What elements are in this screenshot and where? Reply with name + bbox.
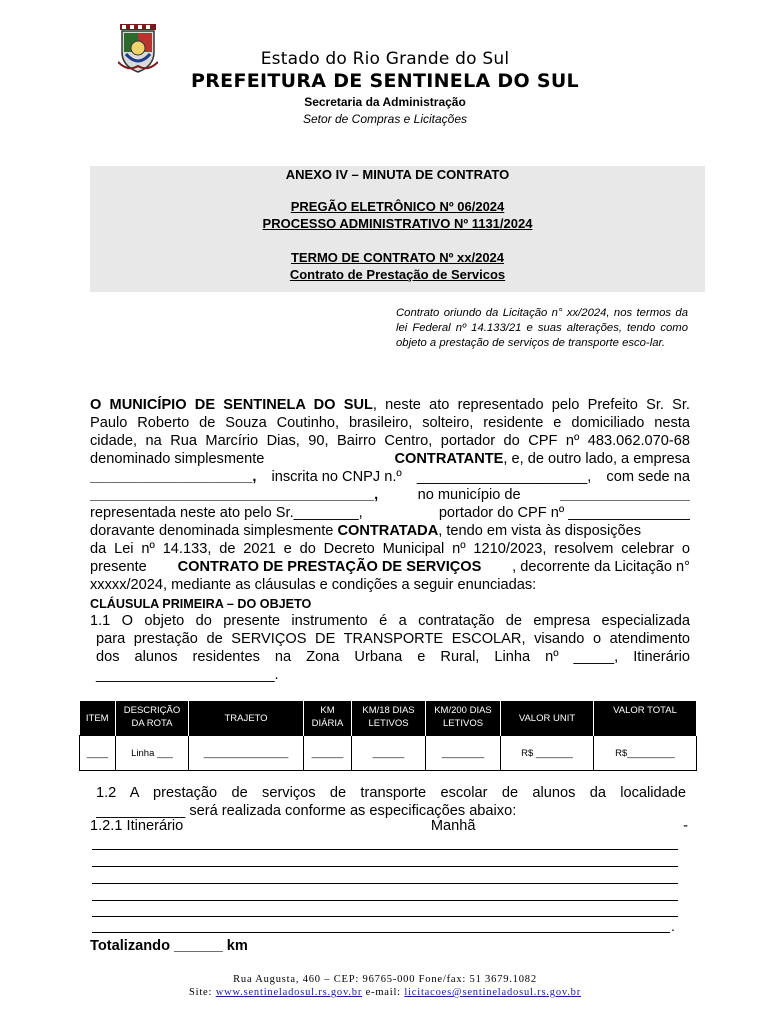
- cell-unit-value: R$ _______: [501, 736, 594, 771]
- website-link[interactable]: www.sentineladosul.rs.gov.br: [215, 987, 363, 998]
- header-total-value: VALOR TOTAL: [594, 701, 697, 736]
- itinerary-end-dot: .: [671, 918, 675, 934]
- header-km-200: KM/200 DIAS LETIVOS: [426, 701, 501, 736]
- itinerary-line-2: [92, 866, 678, 867]
- clause-one-paragraph: 1.1 O objeto do presente instrumento é a contratação de empresa especializada para prestação de SERVIÇOS DE TRANSPORTE ESCOLAR, visando o atendimento dos alunos residentes na Zona Urbana e Rural, Linha nº _____, Itinerário ______________________.: [90, 613, 690, 683]
- header-unit-value: VALOR UNIT: [501, 701, 594, 736]
- parties-paragraph: O MUNICÍPIO DE SENTINELA DO SUL, neste ato representado pelo Prefeito Sr. Sr. Paulo Roberto de Souza Coutinho, brasileiro, solteiro, residente e domiciliado nesta cidade, na Rua Marcírio Dias, 90, Bairro Centro, portador do CPF nº 483.062.070-68 denominado simplesmente CONTRATANTE, e, de outro lado, a empresa ____________________, inscrita no CNPJ n.º _____________________, com sede na ___________________________________, no município de ________________ representada neste ato pelo Sr.________, portador do CPF nº _______________ doravante denominada simplesmente CONTRATADA, tendo em vista às disposições da Lei nº 14.133, de 2021 e do Decreto Municipal nº 1210/2023, resolvem celebrar o presente CONTRATO DE PRESTAÇÃO DE SERVIÇOS , decorrente da Licitação n° xxxxx/2024, mediante as cláusulas e condições a seguir enunciadas:: [90, 397, 690, 593]
- header-item: ITEM: [80, 701, 116, 736]
- clause-one-title: CLÁUSULA PRIMEIRA – DO OBJETO: [90, 597, 312, 611]
- secretariat-name: Secretaria da Administração: [304, 95, 466, 109]
- contract-type: Contrato de Prestação de Servicos: [289, 267, 506, 282]
- cell-km-daily: ______: [304, 736, 352, 771]
- cell-description: Linha ___: [116, 736, 189, 771]
- cell-item: ____: [80, 736, 116, 771]
- state-name: Estado do Rio Grande do Sul: [260, 49, 510, 69]
- table-header-row: [80, 701, 697, 736]
- service-items-table: [79, 701, 697, 771]
- email-link[interactable]: licitacoes@sentineladosul.rs.gov.br: [404, 987, 582, 998]
- processo-number: PROCESSO ADMINISTRATIVO Nº 1131/2024: [262, 216, 533, 231]
- annex-header-block: [90, 166, 705, 292]
- table-row: [80, 736, 697, 771]
- cell-total-value: R$_________: [594, 736, 697, 771]
- itinerary-label: 1.2.1 Itinerário: [90, 818, 184, 834]
- cell-trajeto: ________________: [189, 736, 304, 771]
- itinerary-row: [90, 817, 688, 835]
- cell-km-18: ______: [352, 736, 426, 771]
- footer-address: Rua Augusta, 460 – CEP: 96765-000 Fone/fax: 51 3679.1082: [233, 974, 537, 985]
- header-description: DESCRIÇÃO DA ROTA: [116, 701, 189, 736]
- cell-km-200: ________: [426, 736, 501, 771]
- header-trajeto: TRAJETO: [189, 701, 304, 736]
- footer-contacts: Site: www.sentineladosul.rs.gov.br e-mail: licitacoes@sentineladosul.rs.gov.br: [188, 987, 582, 998]
- itinerary-dash: -: [683, 818, 688, 834]
- pregao-number: PREGÃO ELETRÔNICO Nº 06/2024: [290, 199, 505, 214]
- contratante-label: CONTRATANTE: [394, 451, 504, 467]
- clause-1-2-paragraph: 1.2 A prestação de serviços de transporte escolar de alunos da localidade ___________ será realizada conforme as especificações abaixo:: [96, 785, 686, 819]
- total-km: Totalizando ______ km: [90, 938, 248, 954]
- contract-origin-note: Contrato oriundo da Licitação n° xx/2024, nos termos da lei Federal nº 14.133/21 e suas alterações, tendo como objeto a prestação de serviços de transporte esco-lar.: [396, 307, 688, 349]
- termo-number: TERMO DE CONTRATO Nº xx/2024: [290, 250, 505, 265]
- header-km-18: KM/18 DIAS LETIVOS: [352, 701, 426, 736]
- contratada-label: CONTRATADA: [337, 523, 439, 539]
- contract-title-inline: CONTRATO DE PRESTAÇÃO DE SERVIÇOS: [177, 559, 482, 575]
- header-km-daily: KM DIÁRIA: [304, 701, 352, 736]
- itinerary-line-1: [92, 849, 678, 850]
- prefecture-name: PREFEITURA DE SENTINELA DO SUL: [191, 70, 579, 92]
- itinerary-line-3: [92, 883, 678, 884]
- itinerary-line-5: [92, 916, 678, 917]
- annex-title: ANEXO IV – MINUTA DE CONTRATO: [285, 167, 510, 182]
- itinerary-line-4: [92, 900, 678, 901]
- itinerary-line-6: [92, 932, 670, 933]
- municipality-name: O MUNICÍPIO DE SENTINELA DO SUL: [90, 397, 373, 413]
- itinerary-shift: Manhã: [430, 818, 476, 834]
- sector-name: Setor de Compras e Licitações: [302, 112, 468, 126]
